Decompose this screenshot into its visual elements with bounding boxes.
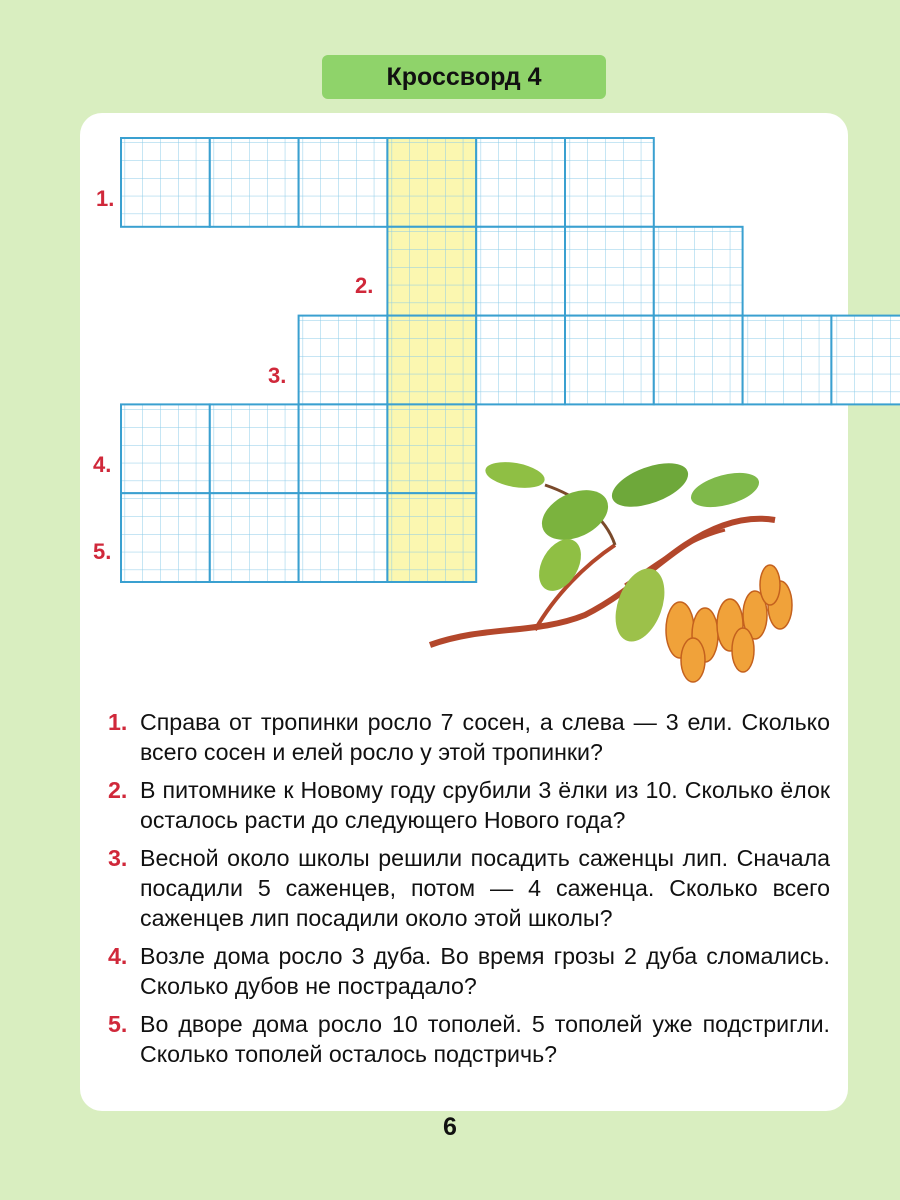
cell-subgrid — [476, 138, 565, 227]
row-label-1: 1. — [96, 186, 115, 211]
row-label-3: 3. — [268, 363, 287, 388]
cell-subgrid — [121, 493, 210, 582]
page-number: 6 — [443, 1113, 457, 1141]
cell-subgrid — [565, 227, 654, 316]
clue-text: Справа от тропинки росло 7 сосен, а слева — 3 ели. Сколько всего сосен и елей росло у этой тропинки? — [140, 709, 830, 765]
clue-text: В питомнике к Новому году срубили 3 ёлки из 10. Сколько ёлок осталось расти до следующего Нового года? — [140, 777, 830, 833]
row-label-2: 2. — [355, 273, 374, 298]
clue-number: 3. — [108, 845, 128, 871]
clue-1 — [100, 707, 830, 767]
cell-subgrid — [210, 493, 299, 582]
cell-subgrid — [299, 493, 388, 582]
clue-number: 1. — [108, 709, 128, 735]
cell-subgrid — [121, 404, 210, 493]
page-title: Кроссворд 4 — [386, 62, 542, 91]
cell-subgrid — [121, 138, 210, 227]
clue-number: 4. — [108, 943, 128, 969]
cell-subgrid — [299, 316, 388, 405]
cell-subgrid — [654, 227, 743, 316]
cell-subgrid — [565, 316, 654, 405]
cell-subgrid — [565, 138, 654, 227]
cell-subgrid — [654, 316, 743, 405]
clue-number: 2. — [108, 777, 128, 803]
cell-subgrid — [210, 404, 299, 493]
cell-subgrid — [476, 316, 565, 405]
cell-subgrid — [387, 138, 476, 227]
cell-subgrid — [476, 227, 565, 316]
row-label-5: 5. — [93, 539, 112, 564]
cell-subgrid — [743, 316, 832, 405]
maple-branch-illustration — [425, 445, 815, 695]
cell-subgrid — [210, 138, 299, 227]
clue-list — [100, 707, 830, 1077]
row-label-4: 4. — [93, 452, 112, 477]
clue-text: Весной около школы решили посадить саженцы лип. Сначала посадили 5 саженцев, потом — 4 саженца. Сколько всего саженцев лип посадили около этой школы? — [140, 845, 830, 931]
cell-subgrid — [831, 316, 900, 405]
clue-2 — [100, 775, 830, 835]
cell-subgrid — [299, 404, 388, 493]
cell-subgrid — [387, 227, 476, 316]
clue-text: Возле дома росло 3 дуба. Во время грозы 2 дуба сломались. Сколько дубов не пострадало? — [140, 943, 830, 999]
clue-3 — [100, 843, 830, 933]
cell-subgrid — [299, 138, 388, 227]
clue-5 — [100, 1009, 830, 1069]
cell-subgrid — [387, 316, 476, 405]
clue-4 — [100, 941, 830, 1001]
clue-number: 5. — [108, 1011, 128, 1037]
clue-text: Во дворе дома росло 10 тополей. 5 тополей уже подстригли. Сколько тополей осталось подстричь? — [140, 1011, 830, 1067]
